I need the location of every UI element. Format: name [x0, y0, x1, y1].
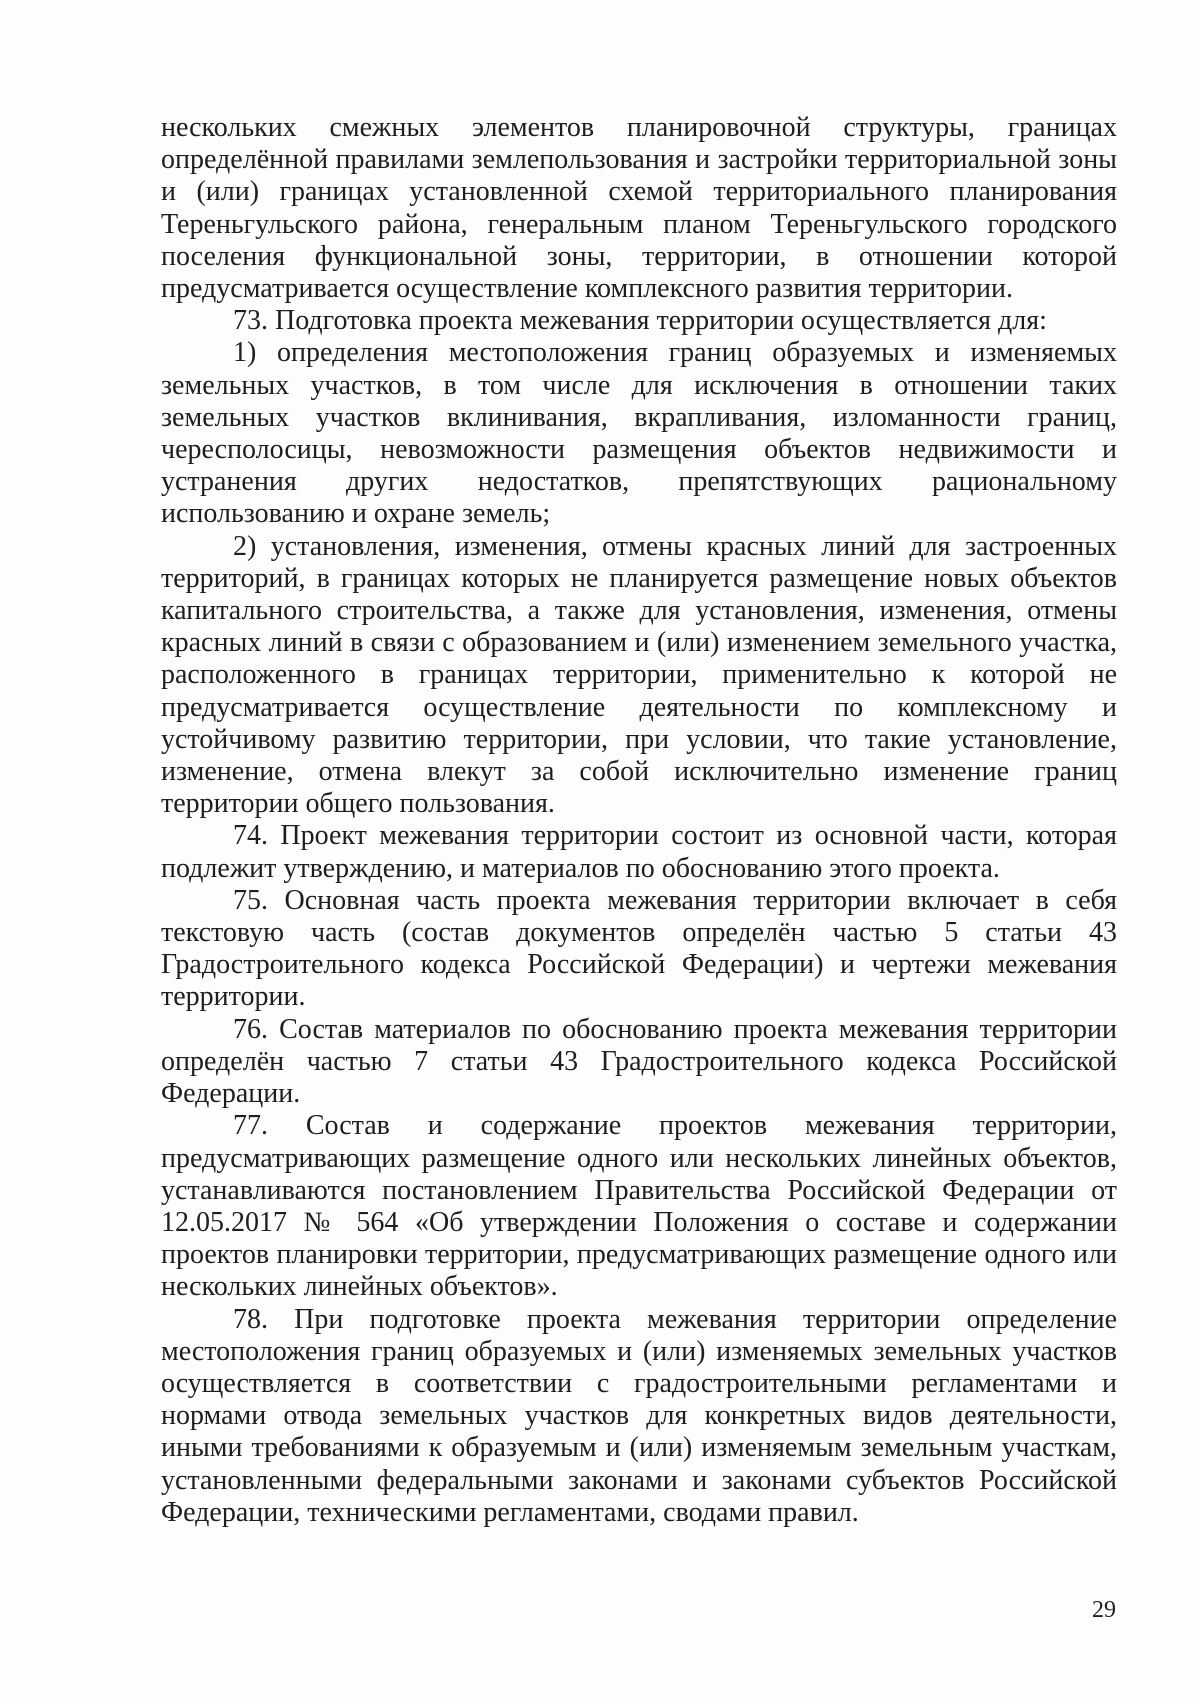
paragraph-73: 73. Подготовка проекта межевания территории осуществляется для:	[233, 305, 1047, 337]
document-body	[161, 112, 1117, 1529]
paragraph-continuation: нескольких смежных элементов планировочной структуры, границах определённой правилами землепользования и застройки территориальной зоны и (или) границах установленной схемой территориального планирования Тереньгульского района, генеральным планом Тереньгульского городского поселения функциональной зоны, территории, в отношении которой предусматривается осуществление комплексного развития территории.	[161, 112, 1117, 305]
paragraph-73-item-1: 1) определения местоположения границ образуемых и изменяемых земельных участков, в том числе для исключения в отношении таких земельных участков вклинивания, вкрапливания, изломанности границ, чересполосицы, невозможности размещения объектов недвижимости и устранения других недостатков, препятствующих рациональному использованию и охране земель;	[161, 337, 1117, 530]
page-number: 29	[1092, 1597, 1116, 1623]
paragraph-74: 74. Проект межевания территории состоит из основной части, которая подлежит утверждению, и материалов по обоснованию этого проекта.	[161, 820, 1117, 884]
paragraph-73-item-2: 2) установления, изменения, отмены красных линий для застроенных территорий, в границах которых не планируется размещение новых объектов капитального строительства, а также для установления, изменения, отмены красных линий в связи с образованием и (или) изменением земельного участка, расположенного в границах территории, применительно к которой не предусматривается осуществление деятельности по комплексному и устойчивому развитию территории, при условии, что такие установление, изменение, отмена влекут за собой исключительно изменение границ территории общего пользования.	[161, 530, 1117, 820]
paragraph-77: 77. Состав и содержание проектов межевания территории, предусматривающих размещение одного или нескольких линейных объектов, устанавливаются постановлением Правительства Российской Федерации от 12.05.2017 № 564 «Об утверждении Положения о составе и содержании проектов планировки территории, предусматривающих размещение одного или нескольких линейных объектов».	[161, 1110, 1117, 1303]
paragraph-76: 76. Состав материалов по обоснованию проекта межевания территории определён частью 7 статьи 43 Градостроительного кодекса Российской Федерации.	[161, 1013, 1117, 1110]
paragraph-78: 78. При подготовке проекта межевания территории определение местоположения границ образуемых и (или) изменяемых земельных участков осуществляется в соответствии с градостроительными регламентами и нормами отвода земельных участков для конкретных видов деятельности, иными требованиями к образуемым и (или) изменяемым земельным участкам, установленными федеральными законами и законами субъектов Российской Федерации, техническими регламентами, сводами правил.	[161, 1303, 1117, 1528]
paragraph-75: 75. Основная часть проекта межевания территории включает в себя текстовую часть (состав документов определён частью 5 статьи 43 Градостроительного кодекса Российской Федерации) и чертежи межевания территории.	[161, 884, 1117, 1013]
